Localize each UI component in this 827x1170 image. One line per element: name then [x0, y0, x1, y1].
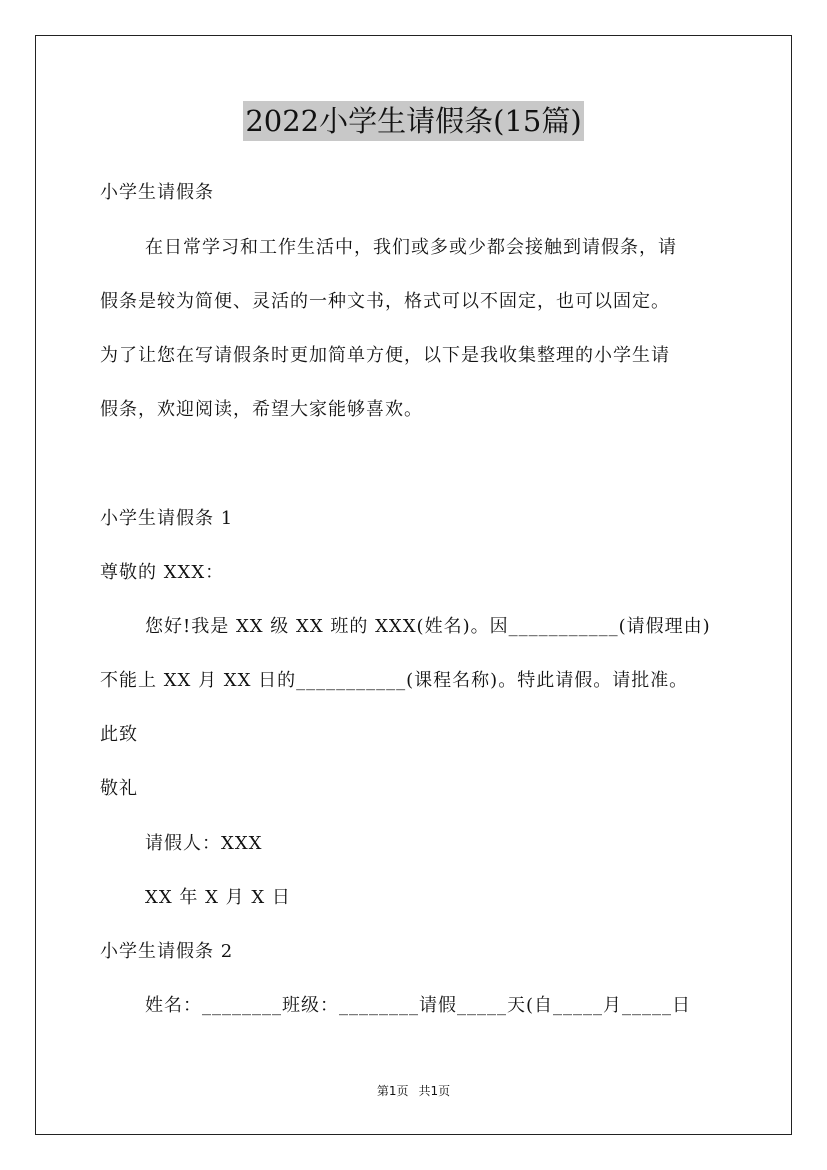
page-total: 共1页 [418, 1084, 451, 1098]
intro-line-3: 为了让您在写请假条时更加简单方便，以下是我收集整理的小学生请 [100, 345, 670, 366]
section1-signer: 请假人：XXX [145, 833, 263, 854]
section1-date: XX 年 X 月 X 日 [145, 887, 291, 908]
page-footer [0, 1083, 827, 1099]
section1-body-line-2: 不能上 XX 月 XX 日的___________(课程名称)。特此请假。请批准。 [100, 670, 689, 691]
section1-closing-1: 此致 [100, 724, 138, 745]
intro-line-4: 假条，欢迎阅读，希望大家能够喜欢。 [100, 399, 423, 420]
doc-heading: 小学生请假条 [100, 182, 214, 203]
section2-first-line: 姓名：________班级：________请假_____天(自_____月_____日 [145, 995, 692, 1016]
section1-body-line-1: 您好!我是 XX 级 XX 班的 XXX(姓名)。因___________(请假理由) [145, 616, 711, 637]
document-title: 2022小学生请假条(15篇) [243, 101, 583, 141]
section2-heading: 小学生请假条 2 [100, 941, 234, 962]
page-number: 第1页 [376, 1084, 409, 1098]
section1-closing-2: 敬礼 [100, 778, 138, 799]
section1-heading: 小学生请假条 1 [100, 508, 234, 529]
intro-line-2: 假条是较为简便、灵活的一种文书，格式可以不固定，也可以固定。 [100, 291, 670, 312]
intro-line-1: 在日常学习和工作生活中，我们或多或少都会接触到请假条，请 [145, 237, 677, 258]
title-container [0, 101, 827, 141]
section1-salutation: 尊敬的 XXX： [100, 562, 225, 583]
